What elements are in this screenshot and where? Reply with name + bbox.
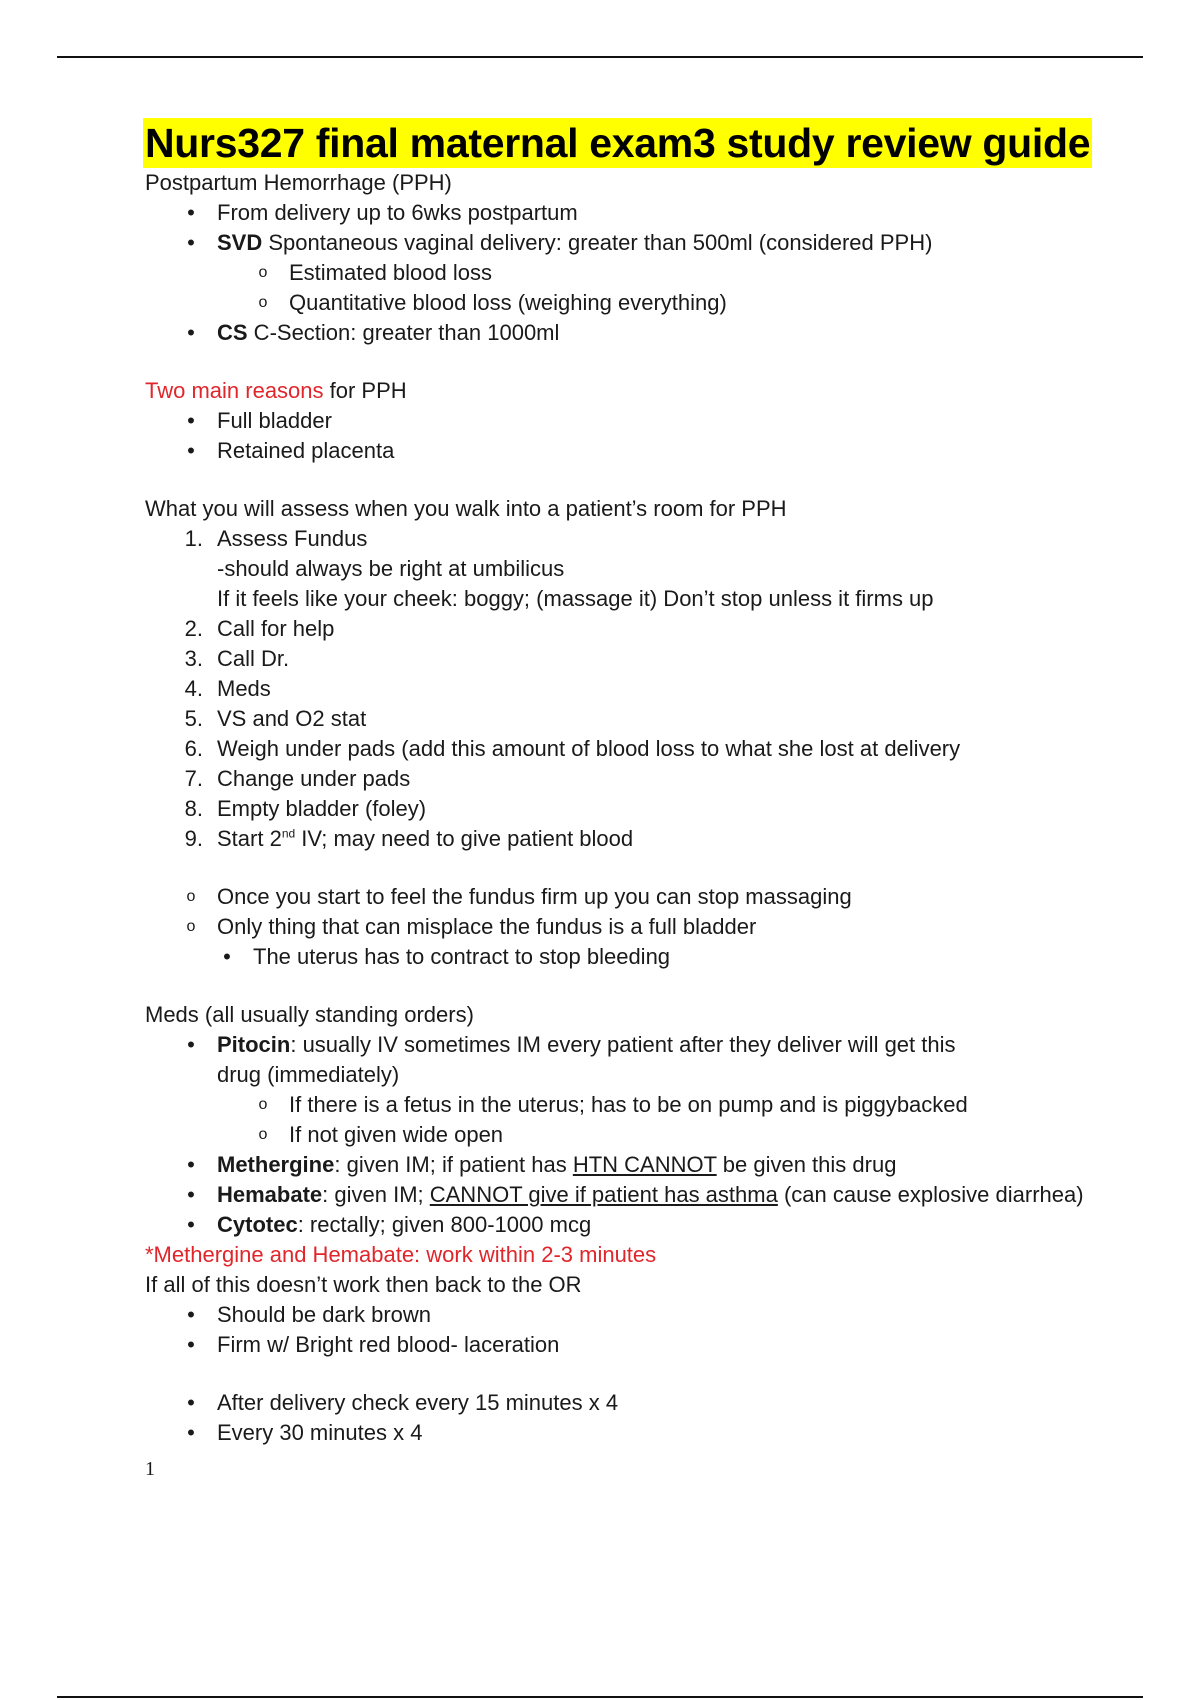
list-item: o Quantitative blood loss (weighing everything) [145, 288, 1185, 318]
pph-heading: Postpartum Hemorrhage (PPH) [145, 170, 452, 195]
or-list [145, 1300, 1185, 1360]
step-item: 5. VS and O2 stat [184, 706, 367, 731]
step-item: 1. Assess Fundus [184, 526, 368, 551]
list-item: • Methergine: given IM; if patient has HTN CANNOT be given this drug [145, 1150, 1185, 1180]
circle-marker: o [258, 294, 268, 311]
bullet-marker: • [187, 1420, 195, 1445]
bullet-marker: • [187, 1302, 195, 1327]
list-item: • Pitocin: usually IV sometimes IM every patient after they deliver will get this [145, 1030, 1185, 1060]
step-item: 6. Weigh under pads (add this amount of blood loss to what she lost at delivery [184, 736, 961, 761]
meds-list [145, 1030, 1185, 1240]
cs-abbr: CS [217, 320, 248, 345]
bullet-marker: • [223, 944, 231, 969]
list-item: • Full bladder [145, 406, 1185, 436]
list-item: • SVD Spontaneous vaginal delivery: greater than 500ml (considered PPH) [145, 228, 1185, 258]
bullet-marker: • [187, 1032, 195, 1057]
step-item: 7. Change under pads [184, 766, 411, 791]
circle-marker: o [186, 918, 196, 935]
circle-marker: o [186, 888, 196, 905]
bullet-marker: • [187, 1332, 195, 1357]
list-item: • The uterus has to contract to stop bleeding [145, 942, 1185, 972]
reasons-heading: Two main reasons for PPH [145, 378, 407, 403]
bullet-marker: • [187, 1212, 195, 1237]
bullet-marker: • [187, 1390, 195, 1415]
list-item: o If not given wide open [145, 1120, 1185, 1150]
meds-heading: Meds (all usually standing orders) [145, 1002, 474, 1027]
bullet-marker: • [187, 438, 195, 463]
assess-heading: What you will assess when you walk into a patient’s room for PPH [145, 496, 787, 521]
list-item: • CS C-Section: greater than 1000ml [145, 318, 1185, 348]
bullet-marker: • [187, 1182, 195, 1207]
bullet-marker: • [187, 320, 195, 345]
list-item: • After delivery check every 15 minutes x 4 [145, 1388, 1185, 1418]
list-item: • Hemabate: given IM; CANNOT give if patient has asthma (can cause explosive diarrhea) [145, 1180, 1185, 1210]
checks-list [145, 1388, 1185, 1448]
list-item: • Every 30 minutes x 4 [145, 1418, 1185, 1448]
step-item: 2. Call for help [184, 616, 335, 641]
list-item: o If there is a fetus in the uterus; has to be on pump and is piggybacked [145, 1090, 1185, 1120]
step-item-detail: -should always be right at umbilicus [217, 556, 565, 581]
document-title: Nurs327 final maternal exam3 study review guide [145, 120, 1091, 166]
circle-marker: o [258, 264, 268, 281]
assess-steps [145, 524, 1185, 854]
list-item: • Firm w/ Bright red blood- laceration [145, 1330, 1185, 1360]
step-item: 9. Start 2nd IV; may need to give patient blood [184, 826, 634, 851]
list-item: • Should be dark brown [145, 1300, 1185, 1330]
list-item-continued: drug (immediately) [217, 1062, 400, 1087]
document-page [145, 118, 1185, 1484]
list-item: o Only thing that can misplace the fundus is a full bladder [145, 912, 1185, 942]
step-item: 8. Empty bladder (foley) [184, 796, 427, 821]
list-item: • From delivery up to 6wks postpartum [145, 198, 1185, 228]
list-item: • Retained placenta [145, 436, 1185, 466]
bullet-marker: • [187, 408, 195, 433]
page-number: 1 [145, 1458, 155, 1480]
footer-rule [57, 1696, 1143, 1698]
pph-list [145, 198, 1185, 348]
list-item: • Cytotec: rectally; given 800-1000 mcg [145, 1210, 1185, 1240]
header-rule [57, 56, 1143, 58]
or-heading: If all of this doesn’t work then back to the OR [145, 1272, 582, 1297]
meds-note: *Methergine and Hemabate: work within 2-3 minutes [145, 1242, 657, 1267]
step-item-detail: If it feels like your cheek: boggy; (massage it) Don’t stop unless it firms up [217, 586, 934, 611]
bullet-marker: • [187, 200, 195, 225]
circle-marker: o [258, 1126, 268, 1143]
step-item: 4. Meds [184, 676, 271, 701]
svd-abbr: SVD [217, 230, 263, 255]
bullet-marker: • [187, 230, 195, 255]
bullet-marker: • [187, 1152, 195, 1177]
list-item: o Estimated blood loss [145, 258, 1185, 288]
reasons-list [145, 406, 1185, 466]
circle-marker: o [258, 1096, 268, 1113]
list-item: o Once you start to feel the fundus firm up you can stop massaging [145, 882, 1185, 912]
step-item: 3. Call Dr. [184, 646, 290, 671]
assess-notes [145, 882, 1185, 972]
